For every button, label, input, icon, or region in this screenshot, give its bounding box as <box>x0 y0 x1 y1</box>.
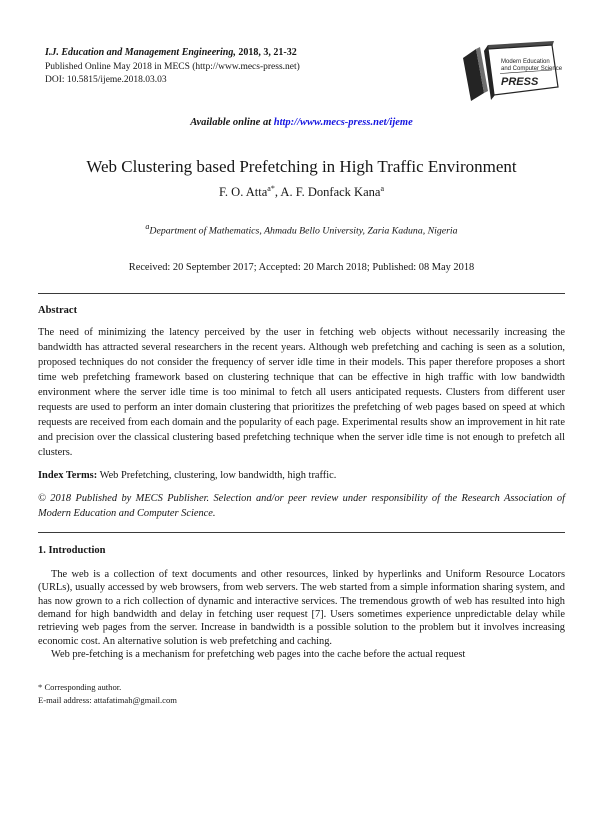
affiliation-mark: a <box>145 222 150 232</box>
abstract-heading: Abstract <box>38 305 78 317</box>
index-terms-label: Index Terms: <box>38 470 98 482</box>
author-2-affiliation-mark: a <box>380 184 384 193</box>
index-terms-text: Web Prefetching, clustering, low bandwidth, high traffic. <box>97 470 337 482</box>
logo-text-line2: and Computer Science <box>501 66 563 72</box>
dates-line: Received: 20 September 2017; Accepted: 20 March 2018; Published: 08 May 2018 <box>128 262 475 274</box>
page-content <box>38 0 565 662</box>
logo-text-line1: Modern Education <box>501 59 550 65</box>
doi-line: DOI: 10.5815/ijeme.2018.03.03 <box>45 75 167 85</box>
author-1-name: F. O. Atta <box>218 185 268 200</box>
footnote <box>38 681 177 706</box>
email-address-note: E-mail address: attafatimah@gmail.com <box>38 694 177 705</box>
books-icon <box>451 38 571 102</box>
author-1-affiliation-mark: a* <box>267 184 275 193</box>
journal-header-text <box>45 46 300 88</box>
paper-title: Web Clustering based Prefetching in High Traffic Environment <box>86 157 517 176</box>
journal-issue: 2018, 3, 21-32 <box>235 47 297 58</box>
available-online-prefix: Available online at <box>190 117 274 128</box>
section-divider-intro <box>38 532 565 533</box>
introduction-paragraph-1: The web is a collection of text documents and other resources, linked by hyperlinks and Uniform Resource Locators (URLs), usually accessed by web browsers, from web servers. The web started from a simple information sharing system, and has now grown to a rich collection of dynamic and interactive services. The tremendous growth of web has resulted into high demand for high bandwidth and delay in fetching user request [7]. Users sometimes experience unpredictable delay while retrieving web pages from the server. Increase in bandwidth is a possible solution to the problem but it involves increasing economic cost. An alternative solution is web prefetching and caching. <box>38 568 565 647</box>
corresponding-author-note: * Corresponding author. <box>38 682 122 692</box>
affiliation-text: Department of Mathematics, Ahmadu Bello University, Zaria Kaduna, Nigeria <box>149 225 458 237</box>
published-line: Published Online May 2018 in MECS (http://www.mecs-press.net) <box>45 61 300 72</box>
introduction-heading: 1. Introduction <box>38 544 106 556</box>
index-terms-line <box>38 470 565 481</box>
journal-citation <box>45 46 300 60</box>
introduction-paragraph-2: Web pre-fetching is a mechanism for prefetching web pages into the cache before the actual request <box>51 649 466 661</box>
journal-title: I.J. Education and Management Engineering, <box>45 47 236 58</box>
logo-press-text: PRESS <box>501 76 539 88</box>
available-online-line <box>38 117 565 128</box>
section-divider-top <box>38 293 565 294</box>
copyright-notice: © 2018 Published by MECS Publisher. Selection and/or peer review under responsibility of the Research Association of Modern Education and Computer Science. <box>38 493 565 520</box>
abstract-text: The need of minimizing the latency perceived by the user in fetching web objects without necessarily increasing the bandwidth has attracted several researchers in the recent years. Although web prefetching and caching is seen as a solution, proposed techniques do not consider the frequency of server idle time in their models. This paper therefore proposes a short time web prefetching framework based on clustering technique that can be effective in high traffic with low bandwidth environment where the server idle time is too minimal to fetch all users anticipated requests. Clusters from different user requests are used to perform an inter domain clustering that prioritizes the prefetching of web pages based on speed at which requests are received from each domain and the popularity of each page. Experimental results show an improvement in hit rate and precision over the classical clustering based prefetching technique when the server idle time is not enough to prefetch all clusters. <box>38 327 565 459</box>
mecs-press-logo <box>451 38 571 102</box>
journal-url-link[interactable]: http://www.mecs-press.net/ijeme <box>273 117 413 128</box>
author-2-name: A. F. Donfack Kana <box>280 185 381 200</box>
affiliation-line <box>38 222 565 236</box>
journal-header <box>38 46 565 102</box>
authors-line <box>38 184 565 200</box>
author-separator: , <box>274 185 281 200</box>
